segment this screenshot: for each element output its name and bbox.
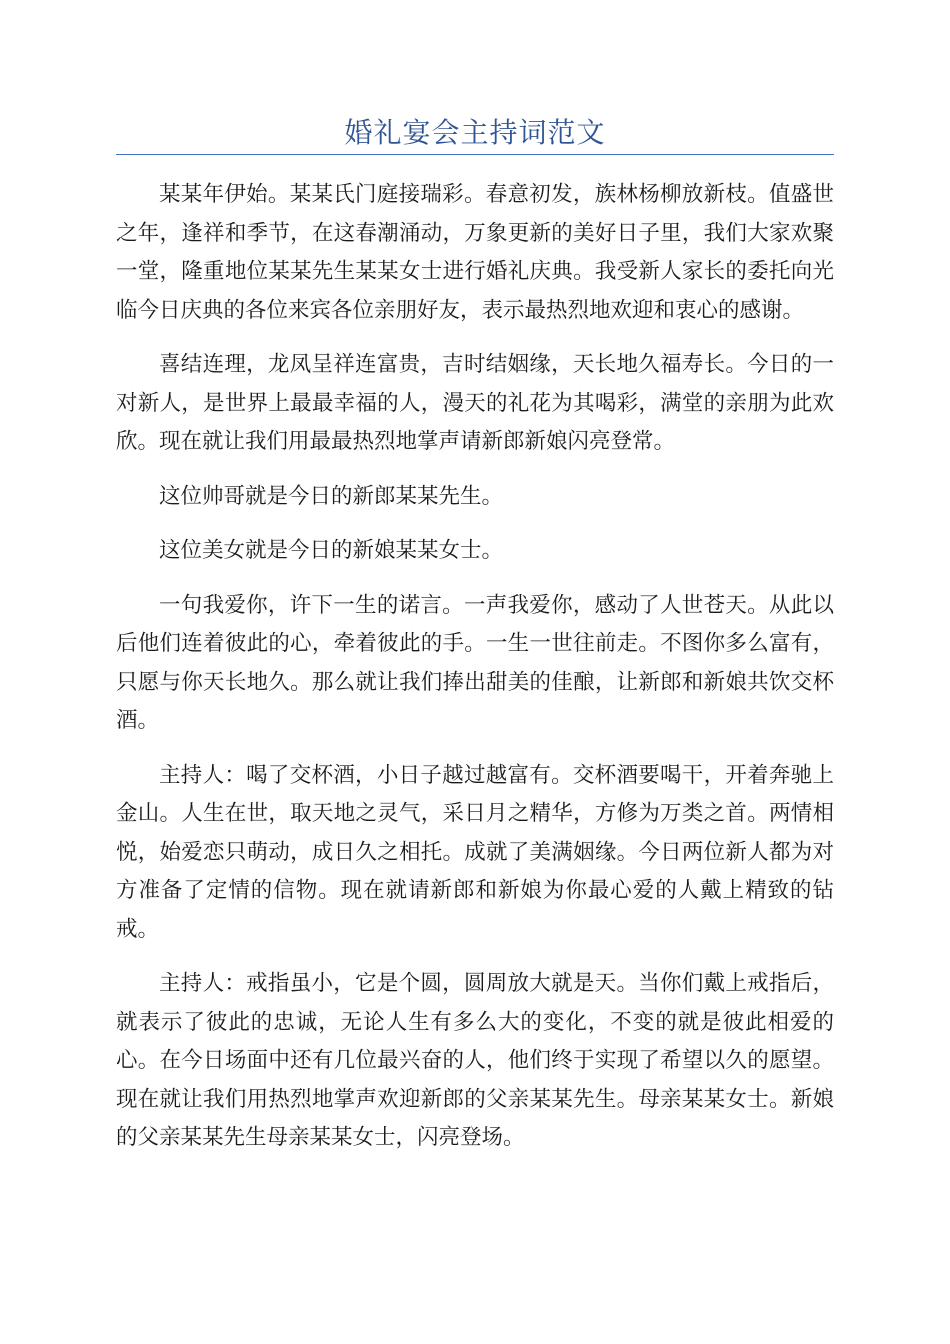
paragraph-7: 主持人：戒指虽小，它是个圆，圆周放大就是天。当你们戴上戒指后，就表示了彼此的忠诚，无论人生有多么大的变化，不变的就是彼此相爱的心。在今日场面中还有几位最兴奋的人，他们终于实现了希望以久的愿望。现在就让我们用热烈地掌声欢迎新郎的父亲某某先生。母亲某某女士。新娘的父亲某某先生母亲某某女士，闪亮登场。 [116,971,834,1150]
title-underline [116,154,834,155]
paragraph-1: 某某年伊始。某某氏门庭接瑞彩。春意初发，族林杨柳放新枝。值盛世之年，逢祥和季节，在这春潮涌动，万象更新的美好日子里，我们大家欢聚一堂，隆重地位某某先生某某女士进行婚礼庆典。我受新人家长的委托向光临今日庆典的各位来宾各位亲朋好友，表示最热烈地欢迎和衷心的感谢。 [116,182,834,323]
paragraph-5: 一句我爱你，许下一生的诺言。一声我爱你，感动了人世苍天。从此以后他们连着彼此的心，牵着彼此的手。一生一世往前走。不图你多么富有，只愿与你天长地久。那么就让我们捧出甜美的佳酿，让新郎和新娘共饮交杯酒。 [116,592,834,733]
page-title: 婚礼宴会主持词范文 [344,116,606,149]
paragraph-6: 主持人：喝了交杯酒，小日子越过越富有。交杯酒要喝干，开着奔驰上金山。人生在世，取天地之灵气，采日月之精华，方修为万类之首。两情相悦，始爱恋只萌动，成日久之相托。成就了美满姻缘。今日两位新人都为对方准备了定情的信物。现在就请新郎和新娘为你最心爱的人戴上精致的钻戒。 [116,762,834,942]
paragraph-4: 这位美女就是今日的新娘某某女士。 [159,538,504,563]
paragraph-2: 喜结连理，龙凤呈祥连富贵，吉时结姻缘，天长地久福寿长。今日的一对新人，是世界上最最幸福的人，漫天的礼花为其喝彩，满堂的亲朋为此欢欣。现在就让我们用最最热烈地掌声请新郎新娘闪亮登常。 [116,352,834,454]
paragraph-3: 这位帅哥就是今日的新郎某某先生。 [159,483,504,509]
document-body [116,176,834,1174]
